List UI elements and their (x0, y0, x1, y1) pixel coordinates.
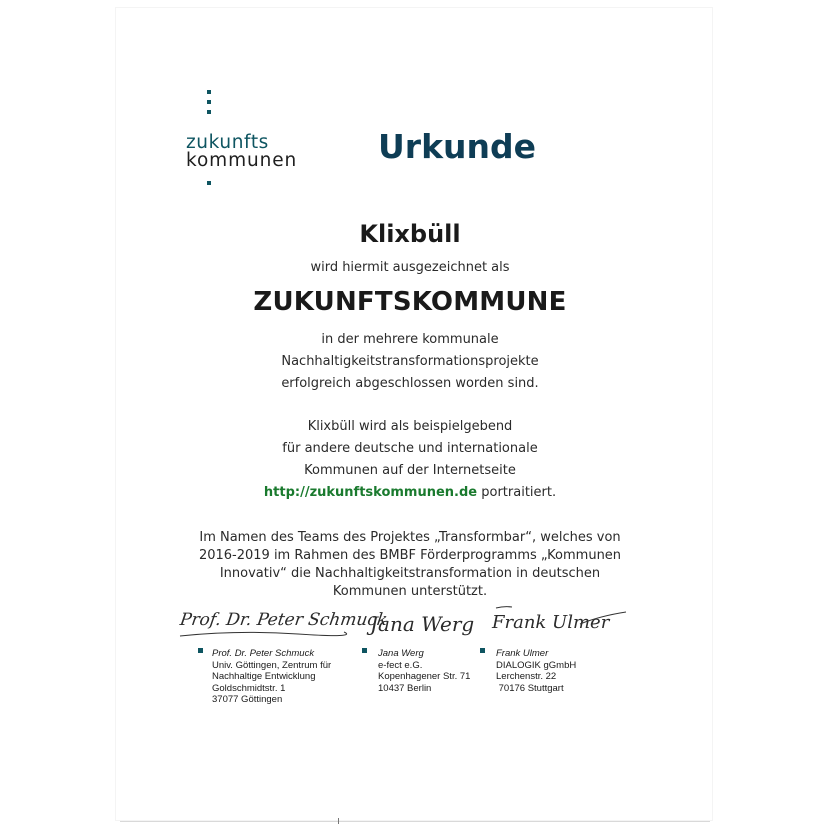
page-title: Urkunde (378, 127, 537, 166)
signature-werg: Jana Werg (370, 612, 475, 636)
project-text-line: Kommunen unterstützt. (332, 584, 488, 599)
intro-text: wird hiermit ausgezeichnet als (310, 260, 510, 275)
address-line: 10437 Berlin (378, 682, 432, 694)
logo-text-bottom: kommunen (186, 150, 298, 171)
paragraph1-line: erfolgreich abgeschlossen worden sind. (281, 376, 539, 391)
signature-schmuck: Prof. Dr. Peter Schmuck (178, 610, 389, 630)
logo-dot (207, 90, 211, 94)
address-line: Nachhaltige Entwicklung (212, 671, 316, 682)
logo-dot (207, 110, 211, 114)
paragraph2-line: für andere deutsche und internationale (282, 441, 538, 456)
logo-text-top: zukunfts (186, 132, 269, 153)
logo-dot (207, 181, 211, 185)
address-line: DIALOGIK gGmbH (496, 659, 577, 671)
bottom-edge-line (120, 821, 710, 822)
bullet-square (480, 648, 485, 653)
signature-ulmer: Frank Ulmer (492, 612, 610, 633)
paragraph1-line: Nachhaltigkeitstransformationsprojekte (281, 354, 539, 369)
address-line: Kopenhagener Str. 71 (378, 671, 471, 682)
address-line: Lerchenstr. 22 (496, 671, 557, 682)
address-line: e-fect e.G. (378, 659, 423, 671)
signatory-name: Jana Werg (378, 648, 424, 659)
town-name: Klixbüll (359, 220, 461, 248)
website-link[interactable]: http://zukunftskommunen.de (263, 485, 478, 500)
bottom-edge-tick (338, 818, 339, 824)
bullet-square (362, 648, 367, 653)
signatory-name: Frank Ulmer (496, 648, 549, 659)
project-text-line: 2016-2019 im Rahmen des BMBF Förderprogramms „Kommunen (198, 548, 622, 563)
signatory-block (496, 648, 576, 694)
address-line: 70176 Stuttgart (496, 682, 564, 694)
url-line (120, 486, 700, 499)
signatory-name: Prof. Dr. Peter Schmuck (212, 648, 315, 659)
project-text-line: Im Namen des Teams des Projektes „Transformbar“, welches von (199, 530, 621, 545)
award-title: ZUKUNFTSKOMMUNE (253, 287, 567, 317)
address-line: Univ. Göttingen, Zentrum für (212, 659, 332, 671)
signature-ulmer-stroke (490, 604, 630, 634)
project-text-line: Innovativ“ die Nachhaltigkeitstransformation in deutschen (219, 566, 601, 581)
bullet-square (198, 648, 203, 653)
signature-schmuck-stroke (178, 628, 348, 642)
logo-dot (207, 100, 211, 104)
address-line: 37077 Göttingen (212, 694, 283, 705)
url-suffix: portraitiert. (477, 485, 557, 500)
signatory-block (212, 648, 331, 706)
paragraph1-line: in der mehrere kommunale (321, 332, 499, 347)
signatory-block (378, 648, 470, 694)
paragraph2-line: Kommunen auf der Internetseite (304, 463, 516, 478)
paragraph2-line: Klixbüll wird als beispielgebend (307, 419, 513, 434)
address-line: Goldschmidtstr. 1 (212, 682, 286, 694)
